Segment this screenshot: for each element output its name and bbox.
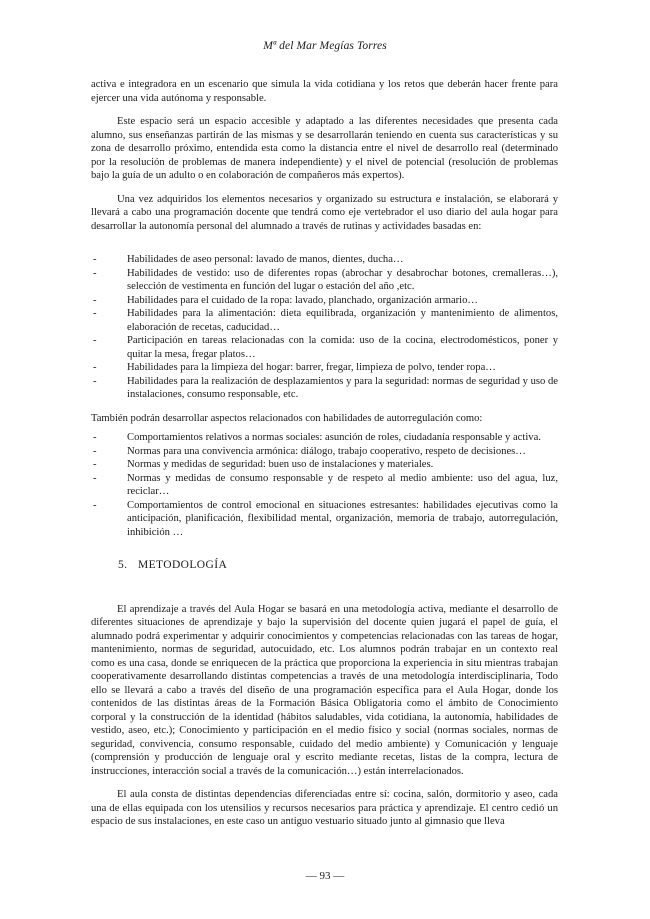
list-intro: También podrán desarrollar aspectos relacionados con habilidades de autorregulación como:	[91, 412, 483, 424]
list-item-text: Habilidades para la alimentación: dieta equilibrada, organización y mantenimiento de alimentos, elaboración de recetas, caducidad…	[127, 308, 558, 333]
section-number: 5.	[118, 559, 128, 571]
list-item-text: Habilidades para el cuidado de la ropa: lavado, planchado, organización armario…	[127, 294, 479, 306]
list-marker: -	[93, 432, 97, 443]
list-marker: -	[93, 308, 97, 319]
body-text	[91, 78, 558, 839]
list-item	[91, 499, 558, 540]
list-item	[91, 458, 558, 472]
section-heading	[118, 559, 558, 573]
paragraph: Una vez adquiridos los elementos necesarios y organizado su estructura e instalación, se elaborará y llevará a cabo una programación docente que tendrá como eje vertebrador el uso diario del aula hogar para desarrollar la autonomía personal del alumnado a través de rutinas y actividades basadas en:	[91, 193, 558, 232]
self-regulation-list	[91, 431, 558, 539]
list-item	[91, 334, 558, 361]
list-marker: -	[93, 445, 97, 457]
running-head: Mª del Mar Megías Torres	[263, 40, 387, 52]
list-marker: -	[93, 472, 97, 484]
list-marker: -	[93, 294, 97, 306]
section-title: METODOLOGÍA	[138, 559, 228, 571]
list-item-text: Comportamientos de control emocional en situaciones estresantes: habilidades ejecutivas como la anticipación, planificación, flexibilidad mental, organización, memoria de trabajo, autorregulación, inhibición …	[127, 499, 558, 538]
list-item-text: Normas y medidas de consumo responsable y de respeto al medio ambiente: uso del agua, luz, reciclar…	[127, 472, 558, 497]
list-item	[91, 375, 558, 402]
list-marker: -	[93, 459, 97, 470]
list-marker: -	[93, 362, 97, 373]
list-marker: -	[93, 499, 97, 511]
list-item-text: Habilidades para la realización de desplazamientos y para la seguridad: normas de seguridad y uso de instalaciones, consumo responsable, etc.	[127, 375, 558, 400]
page-number: — 93 —	[305, 870, 345, 882]
list-item	[91, 307, 558, 334]
paragraph: Este espacio será un espacio accesible y adaptado a las diferentes necesidades que presenta cada alumno, sus enseñanzas partirán de las mismas y se desarrollarán teniendo en cuenta sus características y su zona de desarrollo próximo, entendida esta como la distancia entre el nivel de desarrollo real (determinado por la resolución de problemas de manera independiente) y el nivel de potencial (resolución de problemas bajo la guía de un adulto o en colaboración de compañeros más expertos).	[91, 116, 558, 181]
list-item-text: Comportamientos relativos a normas sociales: asunción de roles, ciudadanía responsable y activa.	[127, 432, 541, 443]
list-item-text: Habilidades de aseo personal: lavado de manos, dientes, ducha…	[127, 254, 404, 265]
list-marker: -	[93, 375, 97, 387]
list-item-text: Participación en tareas relacionadas con la comida: uso de la cocina, electrodomésticos, poner y quitar la mesa, fregar platos…	[127, 335, 558, 360]
list-item-text: Habilidades de vestido: uso de diferentes ropas (abrochar y desabrochar botones, cremalleras…), selección de vestimenta en función del lugar o estación del año ,etc.	[127, 267, 558, 292]
list-item	[91, 472, 558, 499]
paragraph: El aula consta de distintas dependencias diferenciadas entre sí: cocina, salón, dormitorio y aseo, cada una de ellas equipada con los utensilios y recursos necesarios para práctica y aprendizaje. El centro cedió un espacio de sus instalaciones, en este caso un antiguo vestuario situado junto al gimnasio que lleva	[91, 789, 558, 827]
list-marker: -	[93, 267, 97, 279]
paragraph: El aprendizaje a través del Aula Hogar se basará en una metodología activa, mediante el desarrollo de diferentes situaciones de aprendizaje y bajo la supervisión del docente quien jugará el papel de guía, el alumnado podrá experimentar y adquirir conocimientos y competencias relacionadas con las tareas de hogar, mantenimiento, normas de seguridad, autocuidado, etc. Los alumnos podrán trabajar en un contexto real como es una casa, donde se enriquecen de la práctica que proporciona la experiencia in situ mientras trabajan cooperativamente desarrollando distintas competencias a través de una metodología interdisciplinaria, Todo ello se llevará a cabo a través del diseño de una programación específica para el Aula Hogar, donde los contenidos de las distintas áreas de la Formación Básica Obligatoria como el ámbito de Conocimiento corporal y la construcción de la identidad (hábitos saludables, vida cotidiana, la autonomía, habilidades de vestido, aseo, etc.); Conocimiento y participación en el medio físico y social (normas sociales, normas de seguridad, convivencia, consumo responsable, cuidado del medio ambiente) y Comunicación y lenguaje (comprensión y producción de lenguaje oral y escrito mediante recetas, listas de la compra, lectura de instrucciones, interacción social a través de la comunicación…) están interrelacionados.	[91, 603, 558, 777]
list-item	[91, 361, 558, 375]
list-item	[91, 267, 558, 294]
list-item	[91, 253, 558, 267]
list-item	[91, 445, 558, 459]
list-item	[91, 431, 558, 445]
list-item-text: Normas y medidas de seguridad: buen uso de instalaciones y materiales.	[127, 459, 434, 470]
list-item-text: Habilidades para la limpieza del hogar: barrer, fregar, limpieza de polvo, tender ropa…	[127, 362, 496, 373]
paragraph: activa e integradora en un escenario que simula la vida cotidiana y los retos que deberán hacer frente para ejercer una vida autónoma y responsable.	[91, 79, 558, 104]
list-marker: -	[93, 335, 97, 346]
list-item-text: Normas para una convivencia armónica: diálogo, trabajo cooperativo, respeto de decisiones…	[127, 445, 526, 457]
list-marker: -	[93, 254, 97, 265]
routines-list	[91, 253, 558, 402]
list-item	[91, 294, 558, 308]
